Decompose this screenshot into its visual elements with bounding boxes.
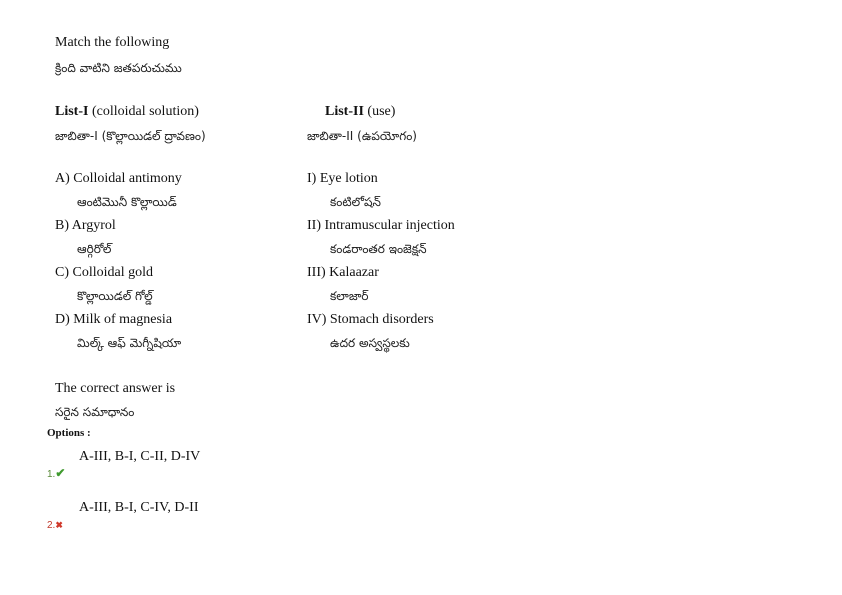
list2-title-bold: List-II <box>325 104 364 119</box>
answer-prompt-telugu: సరైన సమాధానం <box>55 405 135 419</box>
list2-title-rest: (use) <box>363 104 396 119</box>
options-label: Options : <box>47 427 91 439</box>
list2-item-iv: IV) Stomach disorders <box>307 312 434 327</box>
list2-title <box>325 104 395 120</box>
option-1-number: 1. <box>47 469 56 480</box>
option-1-marker <box>47 464 65 482</box>
list1-title-telugu: జాబితా-I (కొల్లాయిడల్ ద్రావణం) <box>55 129 206 143</box>
question-text-telugu: క్రింది వాటిని జతపరుచుము <box>55 61 182 75</box>
list1-item-b: B) Argyrol <box>55 218 116 233</box>
list1-item-d: D) Milk of magnesia <box>55 312 173 327</box>
list2-item-iii: III) Kalaazar <box>307 265 379 280</box>
check-icon: ✔ <box>55 466 66 480</box>
list1-title-bold: List-I <box>55 104 89 119</box>
list1-item-d-telugu: మిల్క్ ఆఫ్ మెగ్నీషియా <box>77 336 182 350</box>
list1-item-a-telugu: ఆంటిమొనీ కొల్లాయిడ్ <box>77 195 177 209</box>
list1-item-a: A) Colloidal antimony <box>55 171 182 186</box>
list2-item-i-telugu: కంటిలోషన్ <box>330 195 381 209</box>
option-2-number: 2. <box>47 520 56 531</box>
list2-item-i: I) Eye lotion <box>307 171 378 186</box>
answer-prompt: The correct answer is <box>55 381 176 396</box>
option-2-text[interactable]: A-III, B-I, C-IV, D-II <box>79 500 199 515</box>
list1-title-rest: (colloidal solution) <box>88 104 199 119</box>
list2-item-iv-telugu: ఉదర అస్వస్థలకు <box>330 336 410 350</box>
option-1-text[interactable]: A-III, B-I, C-II, D-IV <box>79 449 201 464</box>
list2-title-telugu: జాబితా-II (ఉపయోగం) <box>307 129 417 143</box>
list2-item-ii-telugu: కండరాంతర ఇంజెక్షన్ <box>330 242 427 256</box>
list2-item-iii-telugu: కలాజార్ <box>330 289 369 303</box>
list1-title <box>55 104 199 120</box>
list1-item-b-telugu: ఆర్గిరోల్ <box>77 242 112 256</box>
cross-icon: ✖ <box>55 520 63 530</box>
question-text: Match the following <box>55 35 170 50</box>
option-2-marker <box>47 515 63 533</box>
list1-item-c: C) Colloidal gold <box>55 265 153 280</box>
list2-item-ii: II) Intramuscular injection <box>307 218 455 233</box>
list1-item-c-telugu: కొల్లాయిడల్ గోల్డ్ <box>77 289 153 303</box>
